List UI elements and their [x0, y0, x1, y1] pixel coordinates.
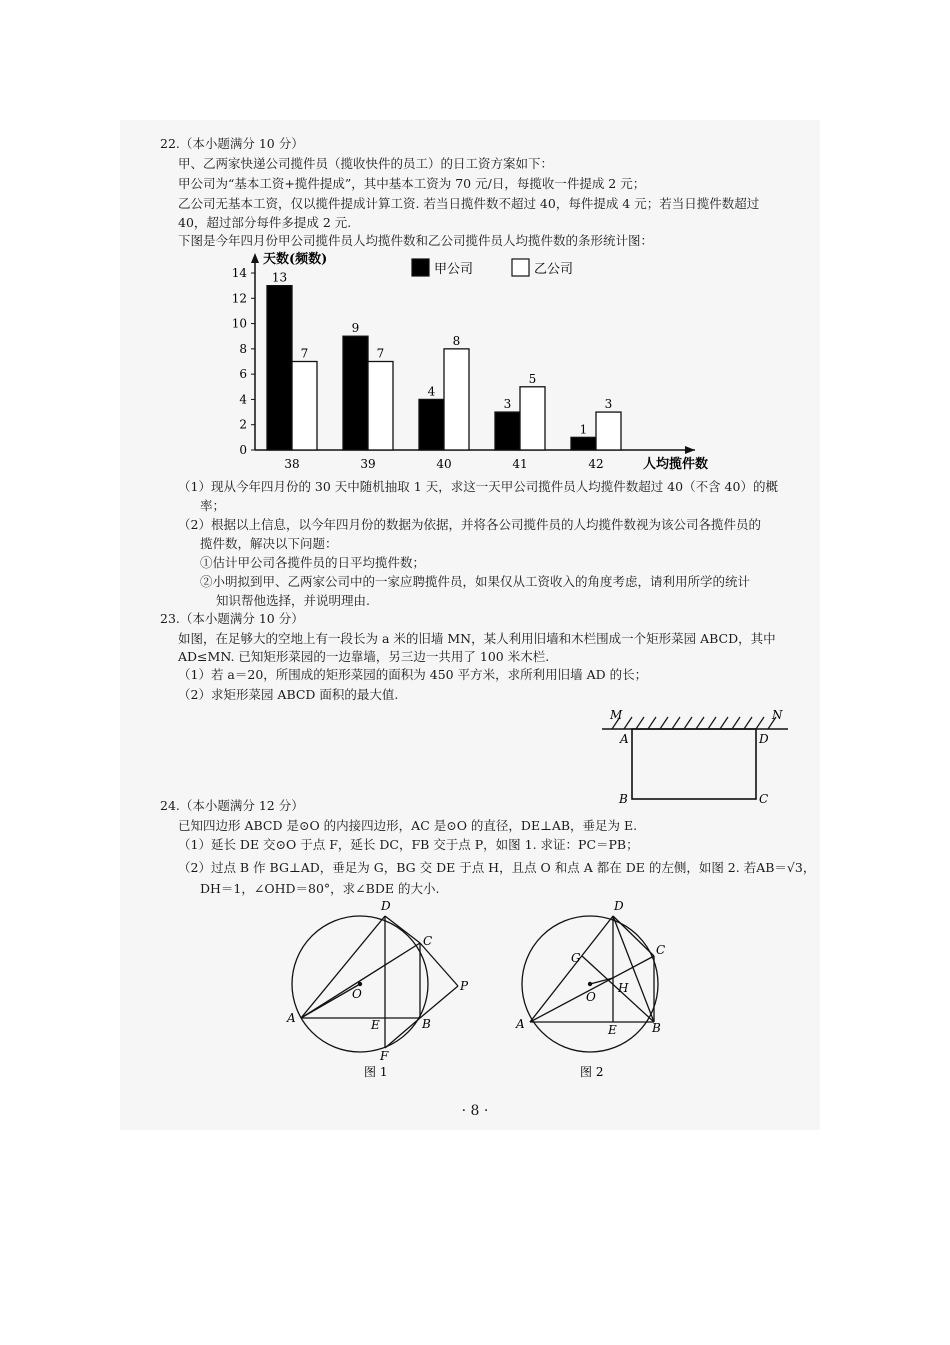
q22-line-5: 下图是今年四月份甲公司揽件员人均揽件数和乙公司揽件员人均揽件数的条形统计图：	[178, 233, 654, 248]
label-C: C	[759, 792, 769, 806]
fig1-center-point	[358, 982, 362, 986]
label-A: A	[620, 732, 629, 746]
label-D: D	[759, 732, 769, 746]
x-axis-arrow	[685, 446, 695, 454]
bar-value-label: 7	[376, 346, 385, 361]
fig2-caption: 图 2	[580, 1065, 604, 1079]
y-tick-label: 4	[239, 392, 247, 407]
bar-乙公司-41	[520, 387, 545, 450]
bar-甲公司-41	[495, 412, 520, 450]
q22-part2-sub2-line2: 知识帮他选择，并说明理由.	[216, 593, 370, 608]
legend-swatch-甲公司	[412, 259, 429, 276]
bar-乙公司-38	[292, 362, 317, 451]
y-axis-arrow	[251, 253, 259, 263]
q22-part2-line1: （2）根据以上信息，以今年四月份的数据为依据，并将各公司揽件员的人均揽件数视为该公司各揽件员的	[178, 517, 761, 532]
q22-line-2: 甲公司为“基本工资+揽件提成”，其中基本工资为 70 元/日，每揽收一件提成 2 元；	[178, 176, 646, 191]
bar-value-label: 3	[503, 397, 512, 412]
q22-part2-sub2-line1: ②小明拟到甲、乙两家公司中的一家应聘揽件员，如果仅从工资收入的角度考虑，请利用所学的统计	[200, 574, 751, 589]
bar-value-label: 7	[300, 346, 309, 361]
legend-label: 乙公司	[534, 262, 574, 277]
fig2-label-D: D	[614, 899, 624, 913]
fig2-label-B: B	[652, 1021, 661, 1035]
chart-legend	[412, 259, 573, 277]
q23-part1: （1）若 a＝20，所围成的矩形菜园的面积为 450 平方米，求所利用旧墙 AD 的长；	[178, 667, 648, 682]
bar-乙公司-40	[444, 349, 469, 450]
fig2-label-C: C	[656, 943, 666, 957]
q22-line-1: 甲、乙两家快递公司揽件员（揽收快件的员工）的日工资方案如下：	[178, 156, 554, 171]
y-tick-label: 0	[239, 443, 247, 457]
bar-甲公司-38	[267, 286, 292, 450]
circle-figures	[0, 898, 950, 1088]
bar-乙公司-42	[596, 412, 621, 450]
bar-value-label: 13	[271, 270, 288, 285]
y-tick-label: 2	[239, 417, 247, 432]
x-axis-title: 人均揽件数	[643, 457, 709, 472]
fig1-label-B: B	[422, 1017, 431, 1031]
y-tick-label: 12	[231, 291, 247, 306]
fig2-label-A: A	[516, 1017, 525, 1031]
x-tick-label: 42	[588, 457, 604, 471]
bar-甲公司-39	[343, 336, 368, 450]
bar-value-label: 8	[452, 333, 461, 348]
q23-line-1: 如图，在足够大的空地上有一段长为 a 米的旧墙 MN，某人利用旧墙和木栏围成一个矩形菜园 ABCD，其中	[178, 631, 776, 646]
fig1-label-C: C	[423, 934, 433, 948]
bar-value-label: 4	[427, 384, 436, 399]
q24-part2-line1: （2）过点 B 作 BG⊥AD，垂足为 G，BG 交 DE 于点 H，且点 O 和点 A 都在 DE 的左侧，如图 2. 若AB＝√3，	[178, 860, 816, 875]
q22-header: 22.（本小题满分 10 分）	[160, 136, 304, 151]
q22-part1-line2: 率；	[200, 498, 226, 513]
y-tick-label: 10	[231, 316, 247, 331]
wall-rectangle-figure	[0, 705, 950, 815]
bar-value-label: 3	[604, 397, 613, 412]
bar-甲公司-40	[419, 399, 444, 450]
label-M: M	[610, 708, 623, 722]
fig1-label-D: D	[381, 899, 391, 913]
y-axis-title: 天数(频数)	[263, 252, 328, 267]
y-tick-label: 8	[239, 341, 247, 356]
fig1-caption: 图 1	[364, 1065, 388, 1079]
fig2-label-G: G	[571, 951, 581, 965]
x-tick-label: 40	[436, 457, 452, 471]
q22-line-4: 40，超过部分每件多提成 2 元.	[178, 215, 352, 230]
q22-part2-sub1: ①估计甲公司各揽件员的日平均揽件数；	[200, 555, 426, 570]
fig2-label-H: H	[618, 981, 629, 995]
bar-甲公司-42	[571, 437, 596, 450]
bar-value-label: 1	[579, 422, 588, 437]
q22-part2-line2: 揽件数，解决以下问题：	[200, 536, 338, 551]
label-N: N	[772, 708, 783, 722]
bar-chart	[0, 245, 950, 475]
bar-乙公司-39	[368, 362, 393, 451]
q24-line-1: 已知四边形 ABCD 是⊙O 的内接四边形，AC 是⊙O 的直径，DE⊥AB，垂足为 E.	[178, 818, 638, 833]
fig2-label-E: E	[608, 1023, 617, 1037]
x-tick-label: 38	[284, 457, 300, 471]
q22-part1-line1: （1）现从今年四月份的 30 天中随机抽取 1 天，求这一天甲公司揽件员人均揽件数超过 40（不含 40）的概	[178, 479, 778, 494]
fig1-label-F: F	[380, 1049, 389, 1063]
x-tick-label: 41	[512, 457, 528, 471]
q24-part1: （1）延长 DE 交⊙O 于点 F，延长 DC，FB 交于点 P，如图 1. 求证：PC＝PB；	[178, 837, 639, 852]
fig1-label-E: E	[371, 1018, 380, 1032]
bar-value-label: 9	[351, 321, 360, 336]
y-tick-label: 14	[231, 266, 247, 280]
q24-header: 24.（本小题满分 12 分）	[160, 798, 304, 813]
fig2-center-point	[588, 982, 592, 986]
fig1-label-O: O	[352, 987, 362, 1001]
label-B: B	[619, 792, 628, 806]
bar-value-label: 5	[528, 371, 537, 386]
q23-part2: （2）求矩形菜园 ABCD 面积的最大值.	[178, 687, 399, 702]
q23-header: 23.（本小题满分 10 分）	[160, 611, 304, 626]
q23-line-2: AD≤MN. 已知矩形菜园的一边靠墙，另三边一共用了 100 米木栏.	[178, 649, 550, 664]
legend-label: 甲公司	[434, 262, 474, 277]
q24-part2-line2: DH＝1，∠OHD＝80°，求∠BDE 的大小.	[200, 881, 440, 896]
legend-swatch-乙公司	[512, 259, 529, 276]
chart-bars	[267, 286, 621, 450]
q22-line-3: 乙公司无基本工资，仅以揽件提成计算工资. 若当日揽件数不超过 40，每件提成 4 元；若当日揽件数超过	[178, 196, 760, 211]
fig1-label-P: P	[460, 979, 469, 993]
page-number: · 8 ·	[461, 1103, 489, 1119]
fig2-label-O: O	[586, 990, 596, 1004]
y-tick-label: 6	[239, 367, 247, 382]
fig1-label-A: A	[287, 1011, 296, 1025]
x-tick-label: 39	[360, 457, 376, 471]
